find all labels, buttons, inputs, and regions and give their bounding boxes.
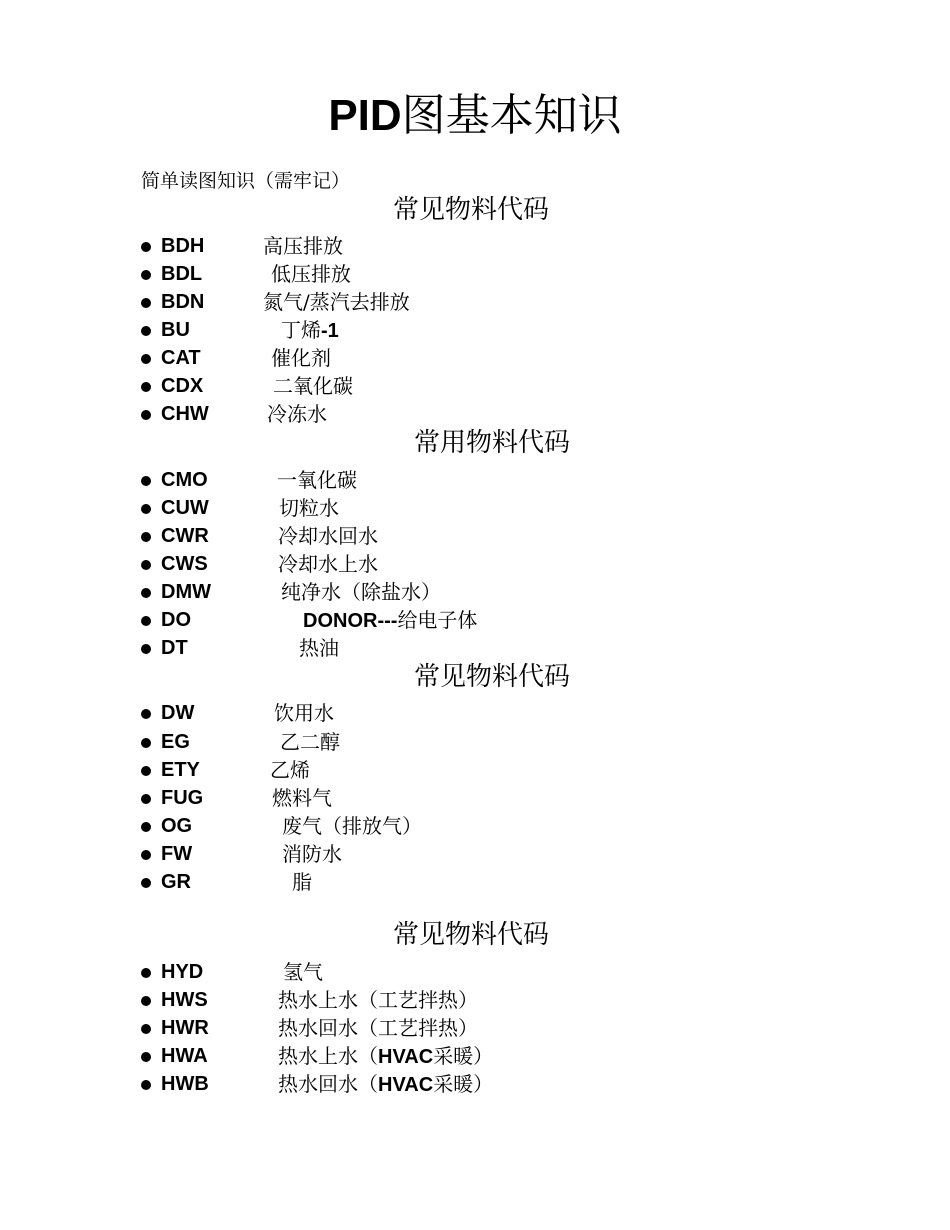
list-item (141, 785, 741, 813)
list-item (141, 467, 741, 495)
bullet-icon (141, 326, 151, 336)
material-code: CUW (161, 497, 209, 519)
material-desc: 乙二醇 (280, 730, 340, 754)
material-code: HYD (161, 961, 204, 983)
bullet-icon (141, 794, 151, 804)
material-desc-text: 丁烯 (281, 318, 321, 342)
material-code: CDX (161, 375, 204, 397)
material-code: CWR (161, 525, 209, 547)
bullet-icon (141, 1080, 151, 1090)
list-item (141, 345, 741, 373)
list-item (141, 579, 741, 607)
bullet-icon (141, 560, 151, 570)
bullet-icon (141, 382, 151, 392)
bullet-icon (141, 1052, 151, 1062)
bullet-icon (141, 532, 151, 542)
list-item (141, 233, 741, 261)
bullet-icon (141, 878, 151, 888)
material-desc-bold: HVAC (378, 1074, 434, 1096)
material-code: CMO (161, 469, 208, 491)
material-code: DW (161, 702, 195, 724)
section-heading: 常用物料代码 (414, 428, 571, 458)
material-desc: 催化剂 (271, 346, 331, 370)
material-code: BDH (161, 235, 205, 257)
list-item (141, 261, 741, 289)
material-desc: 氮气/蒸汽去排放 (263, 290, 410, 314)
material-desc: 热水上水（工艺拌热） (278, 988, 478, 1012)
material-desc (278, 1071, 493, 1098)
material-desc: 燃料气 (272, 786, 332, 810)
material-desc: 冷却水回水 (278, 524, 378, 548)
bullet-icon (141, 410, 151, 420)
list-item (141, 551, 741, 579)
list-item (141, 729, 741, 757)
material-code: FW (161, 843, 193, 865)
list-item (141, 987, 741, 1015)
material-desc: 切粒水 (279, 496, 339, 520)
material-desc: 热油 (299, 636, 339, 660)
bullet-icon (141, 504, 151, 514)
bullet-icon (141, 766, 151, 776)
bullet-icon (141, 850, 151, 860)
bullet-icon (141, 709, 151, 719)
material-desc: 低压排放 (271, 262, 351, 286)
material-desc: 热水回水（工艺拌热） (278, 1016, 478, 1040)
list-item (141, 317, 741, 345)
material-code: OG (161, 815, 193, 837)
page-subtitle: 简单读图知识（需牢记） (141, 170, 351, 192)
material-desc-bold: -1 (321, 320, 339, 342)
list-item (141, 813, 741, 841)
bullet-icon (141, 968, 151, 978)
list-item (141, 495, 741, 523)
material-code: HWR (161, 1017, 209, 1039)
list-item (141, 959, 741, 987)
list-item (141, 1043, 741, 1071)
material-desc: 乙烯 (270, 758, 310, 782)
bullet-icon (141, 298, 151, 308)
section-heading: 常见物料代码 (393, 195, 550, 225)
material-code: FUG (161, 787, 204, 809)
material-desc: 饮用水 (274, 701, 334, 725)
list-item (141, 523, 741, 551)
material-desc: 脂 (292, 870, 312, 894)
section-heading: 常见物料代码 (393, 920, 550, 950)
material-code: CWS (161, 553, 208, 575)
page-title-latin: PID (328, 91, 402, 140)
bullet-icon (141, 242, 151, 252)
list-item (141, 373, 741, 401)
material-desc: 消防水 (282, 842, 342, 866)
material-code: HWS (161, 989, 208, 1011)
bullet-icon (141, 822, 151, 832)
material-desc-text: 采暖） (433, 1072, 494, 1096)
bullet-icon (141, 616, 151, 626)
material-desc: 纯净水（除盐水） (281, 580, 441, 604)
bullet-icon (141, 588, 151, 598)
bullet-icon (141, 1024, 151, 1034)
list-item (141, 869, 741, 897)
bullet-icon (141, 738, 151, 748)
page-title (0, 88, 950, 144)
list-item (141, 401, 741, 429)
material-desc (303, 607, 477, 634)
material-desc-text: 热水上水（ (278, 1044, 378, 1068)
material-code: BDL (161, 263, 203, 285)
material-desc: 冷冻水 (267, 402, 327, 426)
list-item (141, 289, 741, 317)
material-desc: 废气（排放气） (282, 814, 422, 838)
material-desc (278, 1043, 493, 1070)
material-code: HWB (161, 1073, 209, 1095)
list-item (141, 607, 741, 635)
material-desc-bold: DONOR--- (303, 610, 398, 632)
material-code: HWA (161, 1045, 208, 1067)
list-item (141, 1015, 741, 1043)
material-code: DMW (161, 581, 211, 603)
material-code: BDN (161, 291, 205, 313)
list-item (141, 757, 741, 785)
material-code: EG (161, 731, 190, 753)
material-desc: 氢气 (283, 960, 323, 984)
section-heading: 常见物料代码 (414, 662, 571, 692)
material-desc: 二氧化碳 (273, 374, 353, 398)
bullet-icon (141, 996, 151, 1006)
material-code: ETY (161, 759, 200, 781)
material-desc-text: 给电子体 (397, 608, 478, 632)
material-code: DT (161, 637, 188, 659)
material-code: GR (161, 871, 191, 893)
list-item (141, 841, 741, 869)
material-desc: 高压排放 (263, 234, 343, 258)
material-desc-text: 热水回水（ (278, 1072, 378, 1096)
page-title-cjk: 图基本知识 (401, 90, 622, 141)
material-code: CHW (161, 403, 209, 425)
list-item (141, 700, 741, 728)
bullet-icon (141, 476, 151, 486)
material-desc: 一氧化碳 (277, 468, 357, 492)
material-code: CAT (161, 347, 201, 369)
bullet-icon (141, 644, 151, 654)
bullet-icon (141, 270, 151, 280)
list-item (141, 1071, 741, 1099)
material-desc-bold: HVAC (378, 1046, 434, 1068)
material-code: BU (161, 319, 190, 341)
material-code: DO (161, 609, 191, 631)
material-desc: 冷却水上水 (278, 552, 378, 576)
material-desc-text: 采暖） (433, 1044, 494, 1068)
list-item (141, 635, 741, 663)
material-desc (281, 317, 339, 344)
bullet-icon (141, 354, 151, 364)
